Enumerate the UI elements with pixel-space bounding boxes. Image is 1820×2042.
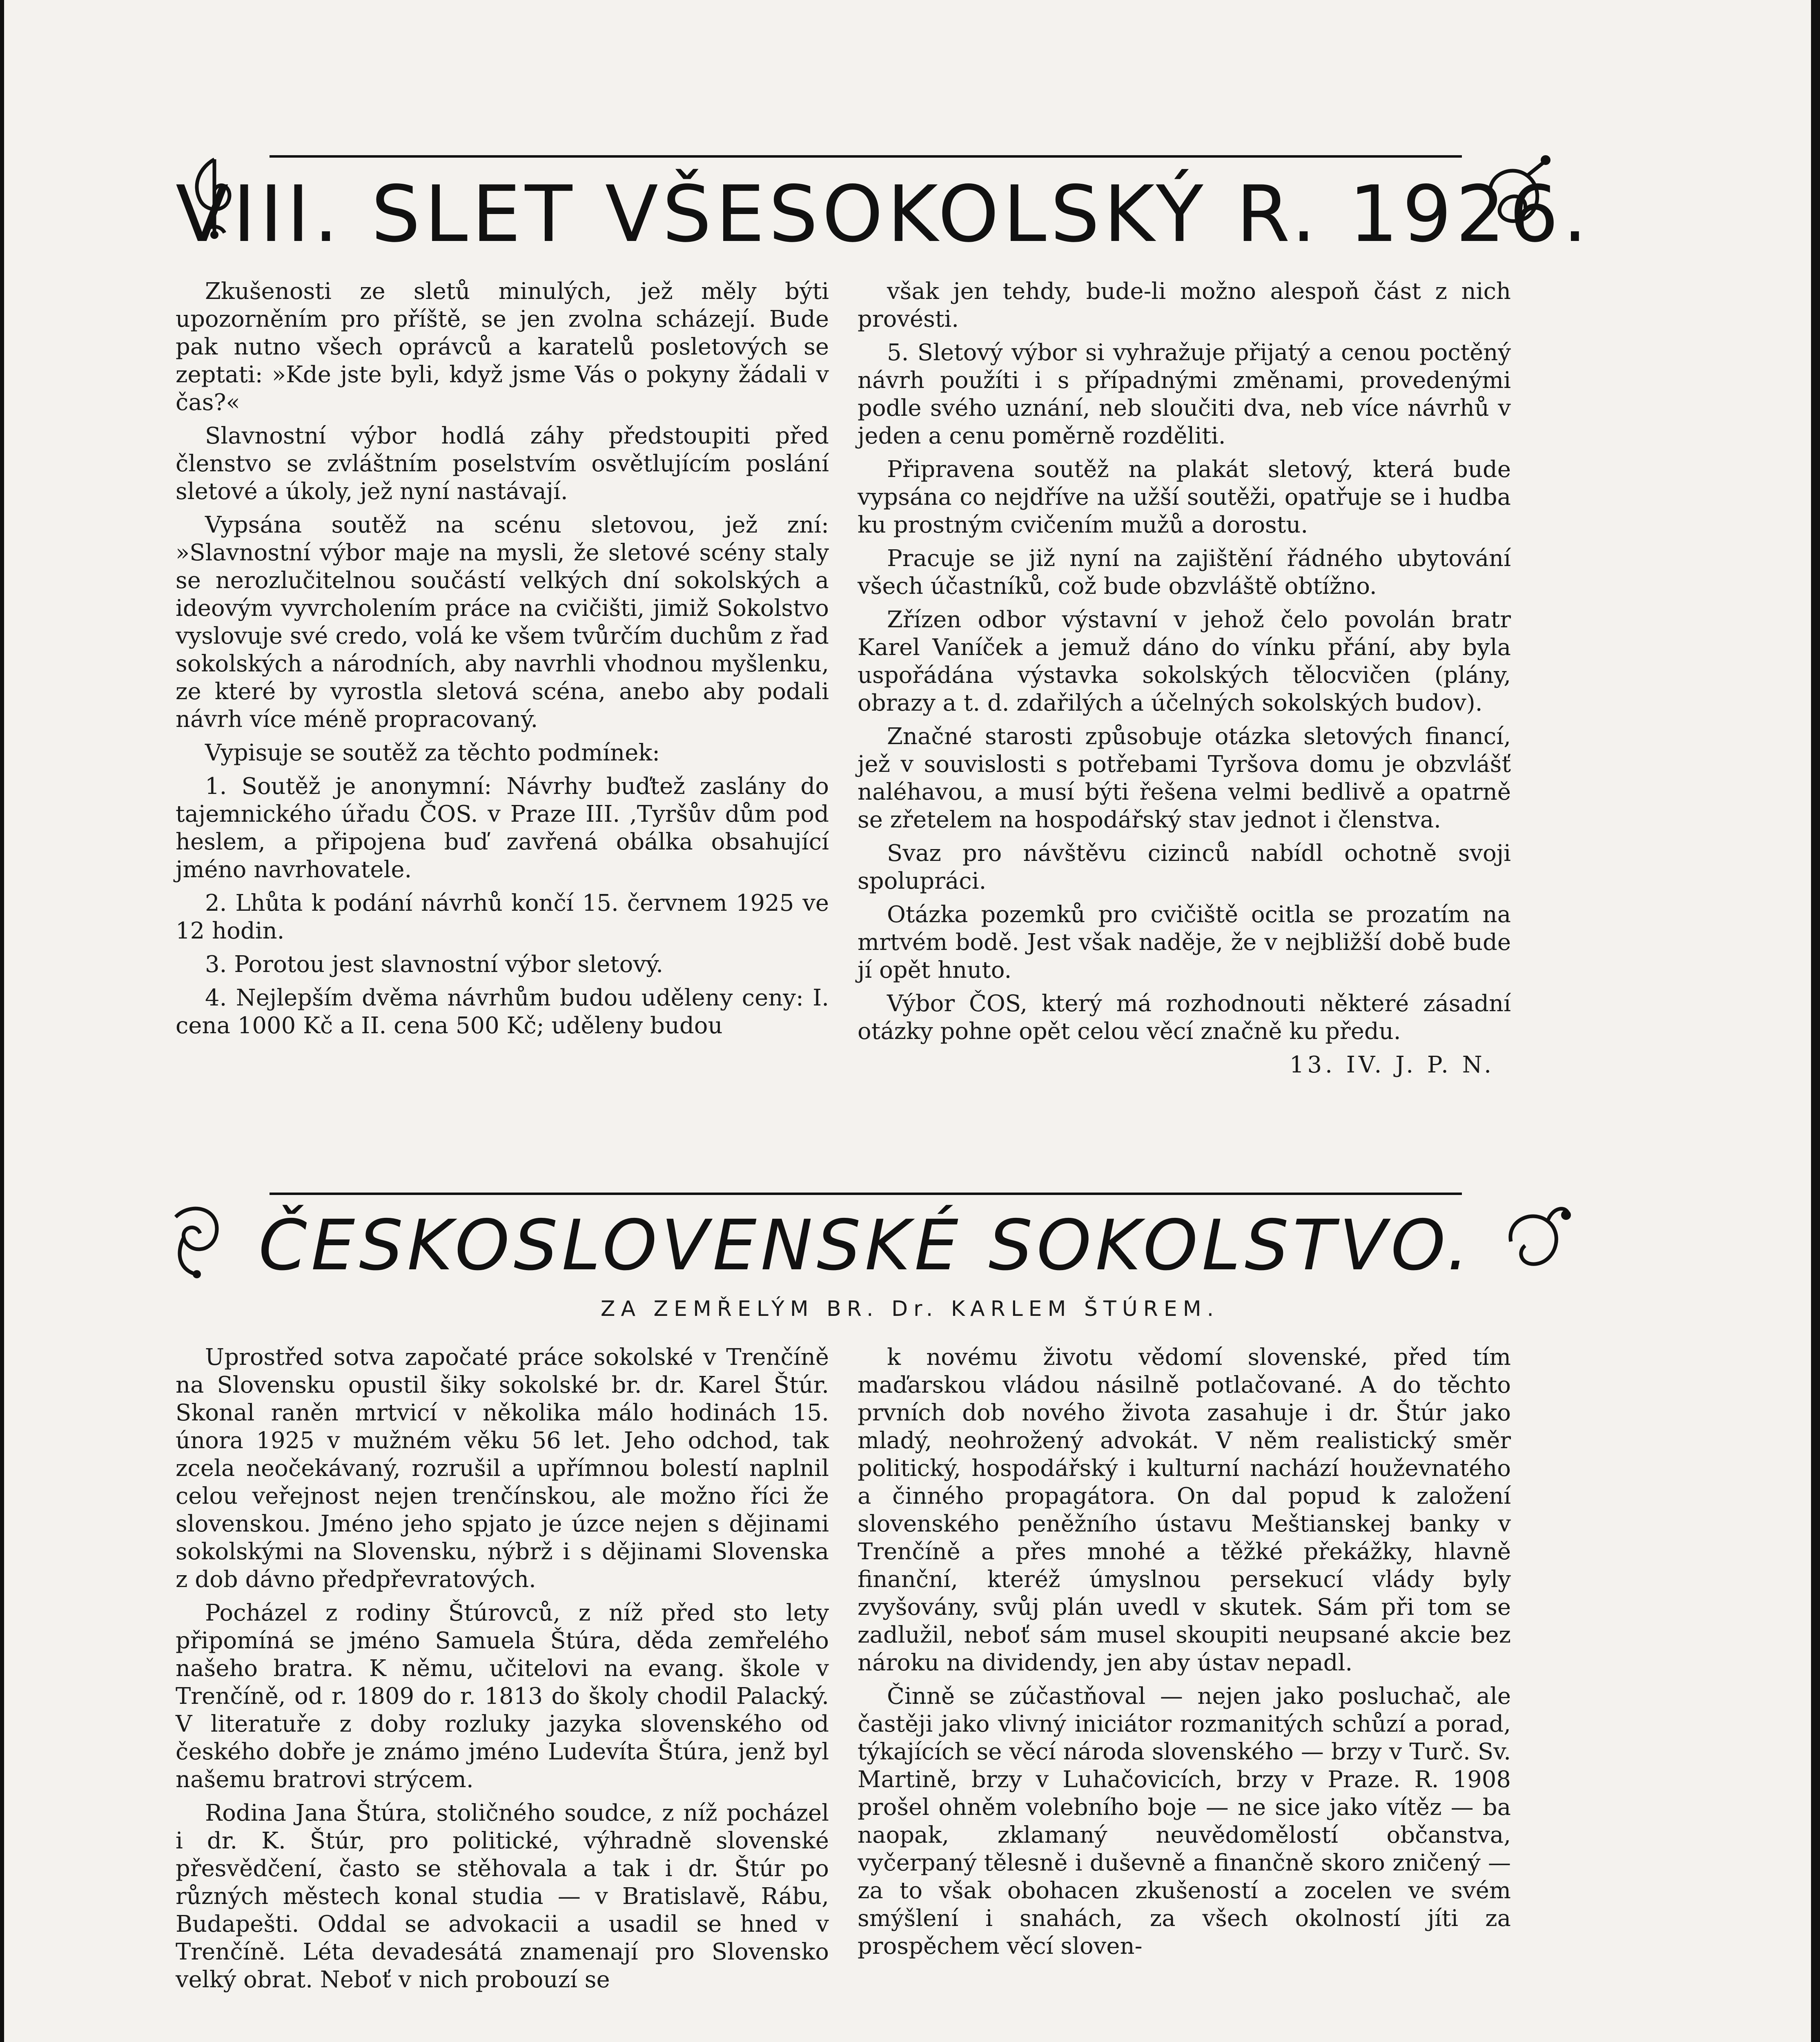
paragraph: však jen tehdy, bude-li možno alespoň část z nich provésti. (858, 278, 1511, 332)
paragraph: Uprostřed sotva započaté práce sokolské v Trenčíně na Slovensku opustil šiky sokolské br. dr. Karel Štúr. Skonal raněn mrtvicí v několika málo hodinách 15. února 1925 v mužném věku 56 let. Jeho odchod, tak zcela neočekávaný, rozrušil a upřímnou bolestí naplnil celou veřejnost nejen trenčínskou, ale možno říci že slovenskou. Jméno jeho spjato je úzce nejen s dějinami sokolskými na Slovensku, nýbrž i s dějinami Slovenska z dob dávno předpřevratových. (176, 1344, 829, 1593)
paragraph: Otázka pozemků pro cvičiště ocitla se prozatím na mrtvém bodě. Jest však naděje, že v nejbližší době bude jí opět hnuto. (858, 901, 1511, 983)
floral-ornament-icon (1495, 1193, 1572, 1282)
paragraph: k novému životu vědomí slovenské, před tím maďarskou vládou násilně potlačované. A do těchto prvních dob nového života zasahuje i dr. Štúr jako mladý, neohrožený advokát. V něm realistický směr politický, hospodářský i kulturní nachází houževnatého a činného propagátora. On dal popud k založení slovenského peněžního ústavu Meštianskej banky v Trenčíně a přes mnohé a těžké překážky, hlavně finanční, kteréž úmyslnou persekucí vlády byly zvyšovány, svůj plán uvedl v skutek. Sám při tom se zadlužil, neboť sám musel skoupiti neupsané akcie bez nároku na dividendy, jen aby ústav nepadl. (858, 1344, 1511, 1676)
heading-title: ČESKOSLOVENSKÉ SOKOLSTVO. (258, 1205, 1473, 1286)
heading-rule (270, 1193, 1462, 1195)
sokolstvo-heading (176, 1176, 1556, 1299)
paragraph: Vypisuje se soutěž za těchto podmínek: (205, 740, 660, 766)
paragraph: Svaz pro návštěvu cizinců nabídl ochotně svoji spolupráci. (858, 840, 1511, 894)
paragraph: 3. Porotou jest slavnostní výbor sletový. (205, 951, 663, 978)
slet-article-column-1 (176, 278, 829, 1046)
paragraph: 1. Soutěž je anonymní: Návrhy buďtež zaslány do tajemnického úřadu ČOS. v Praze III. ,Tyršův dům pod heslem, a připojena buď zavřená obálka obsahující jméno navrhovatele. (176, 773, 829, 883)
paragraph: Značné starosti způsobuje otázka sletových financí, jež v souvislosti s potřebami Tyršova domu je obzvlášť naléhavou, a musí býti řešena velmi bedlivě a opatrně se zřetelem na hospodářský stav jednot i členstva. (858, 723, 1511, 833)
paragraph: Činně se zúčastňoval — nejen jako posluchač, ale častěji jako vlivný iniciátor rozmanitých schůzí a porad, týkajících se věcí národa slovenského — brzy v Turč. Sv. Martině, brzy v Luhačovicích, brzy v Praze. R. 1908 prošel ohněm volebního boje — ne sice jako vítěz — ba naopak, zklamaný neuvědomělostí občanstva, vyčerpaný tělesně i duševně a finančně skoro zničený — za to však obohacen zkušeností a zocelen ve svém smýšlení i snahách, za všech okolností jíti za prospěchem věcí sloven- (858, 1683, 1511, 1960)
paragraph: Výbor ČOS, který má rozhodnouti některé zásadní otázky pohne opět celou věcí značně ku předu. (858, 990, 1511, 1045)
heading-title: VIII. SLET VŠESOKOLSKÝ R. 1926. (176, 169, 1592, 259)
paragraph: Slavnostní výbor hodlá záhy předstoupiti před členstvo se zvláštním poselstvím osvětlujícím poslání sletové a úkoly, jež nyní nastávají. (176, 423, 829, 505)
paragraph: 4. Nejlepším dvěma návrhům budou uděleny ceny: I. cena 1000 Kč a II. cena 500 Kč; uděleny budou (176, 985, 829, 1039)
paragraph: 5. Sletový výbor si vyhražuje přijatý a cenou poctěný návrh použíti i s případnými změnami, provedenými podle svého uznání, neb sloučiti dva, neb více návrhů v jeden a cenu poměrně rozděliti. (858, 339, 1511, 449)
stur-article-column-2 (858, 1344, 1511, 1966)
article-signature: 13. IV. J. P. N. (1289, 1052, 1495, 1078)
paragraph: Pocházel z rodiny Štúrovců, z níž před sto lety připomíná se jméno Samuela Štúra, děda zemřelého našeho bratra. K němu, učitelovi na evang. škole v Trenčíně, od r. 1809 do r. 1813 do školy chodil Palacký. V literatuře z doby rozluky jazyka slovenského od českého dobře je známo jméno Ludevíta Štúra, jenž byl našemu bratrovi strýcem. (176, 1600, 829, 1793)
floral-ornament-icon (1478, 151, 1556, 241)
article-subtitle: ZA ZEMŘELÝM BR. Dr. KARLEM ŠTÚREM. (600, 1297, 1220, 1321)
heading-rule (270, 155, 1462, 158)
paragraph: Rodina Jana Štúra, stoličného soudce, z níž pocházel i dr. K. Štúr, pro politické, výhradně slovenské přesvědčení, často se stěhovala a tak i dr. Štúr po různých městech konal studia — v Bratislavě, Rábu, Budapešti. Oddal se advokacii a usadil se hned v Trenčíně. Léta devadesátá znamenají pro Slovensko velký obrat. Neboť v nich probouzí se (176, 1800, 829, 1993)
paragraph: Zkušenosti ze sletů minulých, jež měly býti upozorněním pro příště, se jen zvolna scházejí. Bude pak nutno všech oprávců a karatelů posletových se zeptati: »Kde jste byli, když jsme Vás o pokyny žádali v čas?« (176, 278, 829, 416)
slet-heading (176, 131, 1592, 265)
paragraph: 2. Lhůta k podání návrhů končí 15. červnem 1925 ve 12 hodin. (176, 890, 829, 944)
paragraph: Pracuje se již nyní na zajištění řádného ubytování všech účastníků, což bude obzvláště obtížno. (858, 545, 1511, 600)
slet-article-column-2 (858, 278, 1511, 1079)
paragraph: Vypsána soutěž na scénu sletovou, jež zní: »Slavnostní výbor maje na mysli, že sletové scény staly se nerozlučitelnou součástí velkých dní sokolských a ideovým vyvrcholením práce na cvičišti, jimiž Sokolstvo vyslovuje své credo, volá ke všem tvůrčím duchům z řad sokolských a národních, aby navrhli vhodnou myšlenku, ze které by vyrostla sletová scéna, anebo aby podali návrh více méně propracovaný. (176, 512, 829, 733)
paragraph: Připravena soutěž na plakát sletový, která bude vypsána co nejdříve na užší soutěži, opatřuje se i hudba ku prostným cvičením mužů a dorostu. (858, 456, 1511, 538)
paragraph: Zřízen odbor výstavní v jehož čelo povolán bratr Karel Vaníček a jemuž dáno do vínku přání, aby byla uspořádána výstavka sokolských tělocvičen (plány, obrazy a t. d. zdařilých a účelných sokolských budov). (858, 606, 1511, 716)
stur-article-column-1 (176, 1344, 829, 2000)
